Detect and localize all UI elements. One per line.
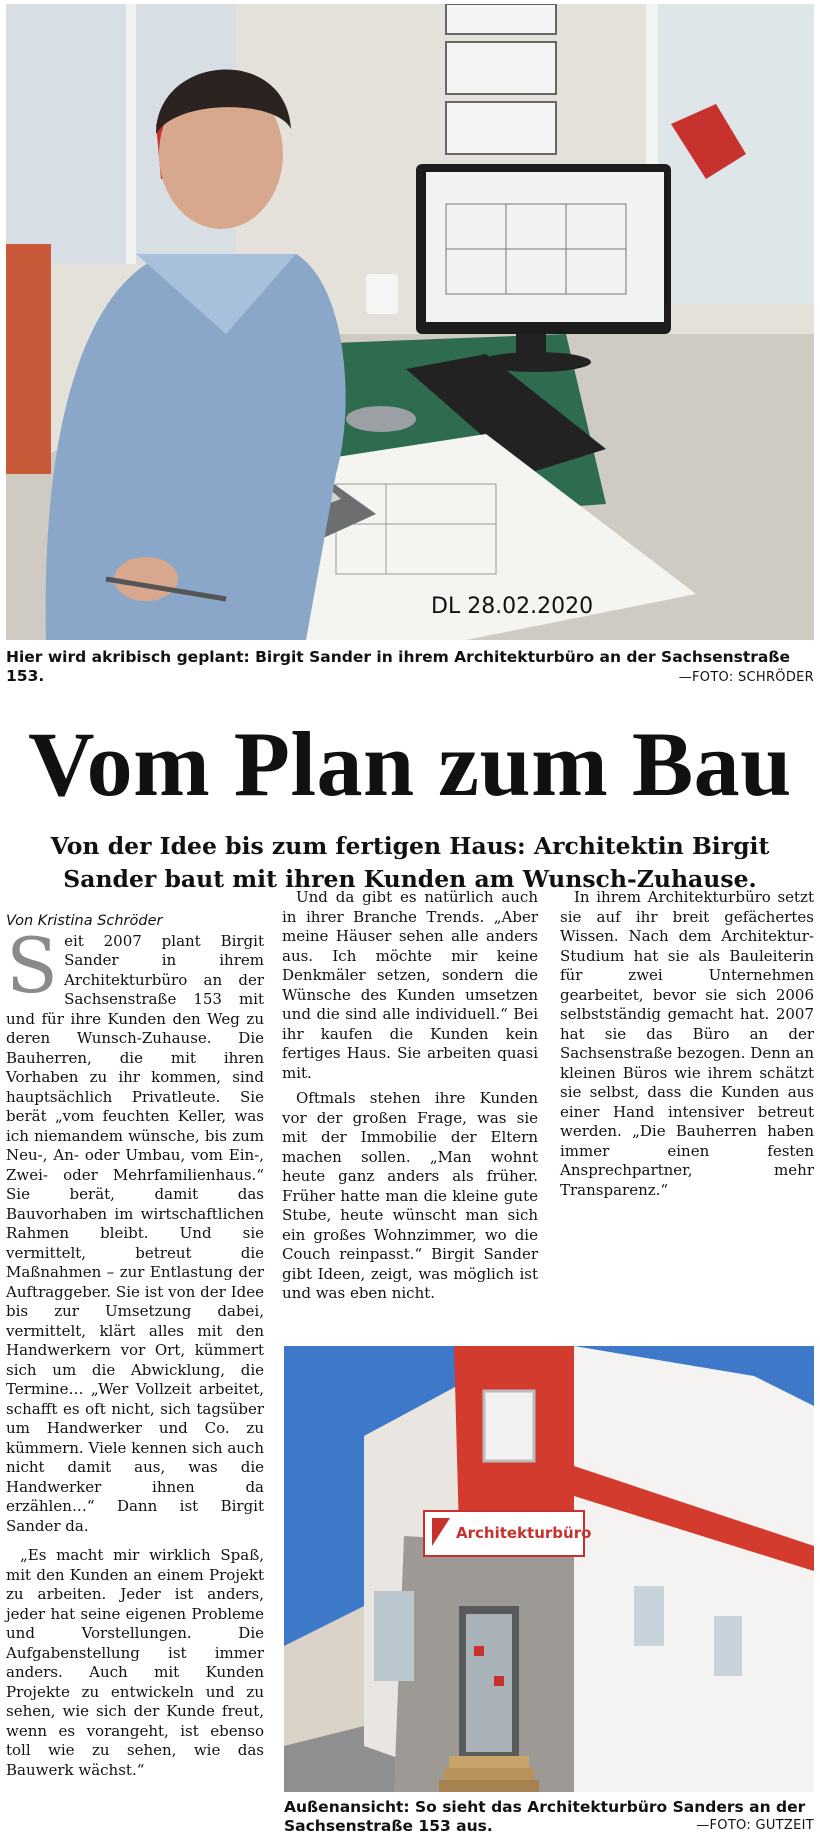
bottom-photo-caption: Außenansicht: So sieht das Architekturbüro Sanders an der Sachsenstraße 153 aus.	[284, 1798, 806, 1835]
byline: Von Kristina Schröder	[6, 913, 163, 929]
sign-text: Architekturbüro	[456, 1524, 592, 1542]
top-photo-caption: Hier wird akribisch geplant: Birgit Sander in ihrem Architekturbüro an der Sachsenstraße 153.	[6, 648, 791, 685]
office-photo-illustration	[6, 4, 814, 640]
dropcap: S	[6, 920, 59, 1010]
article-column-3	[560, 888, 814, 1200]
bottom-photo-credit: —FOTO: GUTZEIT	[696, 1818, 814, 1833]
article-paragraph: „Es macht mir wirklich Spaß, mit den Kunden an einem Projekt zu arbeiten. Jeder ist anders, jeder hat seine eigenen Probleme und Vorstellungen. Die Aufgabenstellung ist immer anders. Auch mit Kunden Projekte zu entwickeln und zu sehen, wie sich der Kunde freut, wenn es vorangeht, ist ebenso toll wie zu sehen, wie das Bauwerk wächst.“	[6, 1546, 264, 1779]
article-column-2	[282, 888, 538, 1304]
article-paragraph: Seit 2007 plant Birgit Sander in ihrem Architekturbüro an der Sachsenstraße 153 mit und für ihre Kunden den Weg zu deren Wunsch-Zuhause. Die Bauherren, die mit ihren Vorhaben zu ihr kommen, sind hauptsächlich Privatleute. Sie berät „vom feuchten Keller, was ich niemandem wünsche, bis zum Neu-, An- oder Umbau, vom Ein-, Zwei- oder Mehrfamilienhaus.“ Sie berät, damit das Bauvorhaben im wirtschaftlichen Rahmen bleibt. Und sie vermittelt, betreut die Maßnahmen – zur Entlastung der Auftraggeber. Sie ist von der Idee bis zur Umsetzung dabei, vermittelt, klärt alles mit den Handwerkern vor Ort, kümmert sich um die Abwicklung, die Termine… „Wer Vollzeit arbeitet, schafft es oft nicht, sich tagsüber um Handwerker und Co. zu kümmern. Viele kennen sich auch nicht damit aus, was die Handwerker ihnen da erzählen…“ Dann ist Birgit Sander da.	[6, 920, 264, 1535]
bottom-photo	[284, 1346, 814, 1792]
article-column-1	[6, 912, 264, 1780]
building-photo-illustration	[284, 1346, 814, 1792]
article-paragraph: Oftmals stehen ihre Kunden vor der großen Frage, was sie mit der Immobilie der Eltern machen sollen. „Man wohnt heute ganz anders als früher. Früher hatte man die kleine gute Stube, heute wünscht man sich ein großes Wohnzimmer, wo die Couch reinpasst.“ Birgit Sander gibt Ideen, zeigt, was möglich ist und was eben nicht.	[282, 1089, 538, 1302]
top-photo	[6, 4, 814, 640]
article-paragraph: In ihrem Architekturbüro setzt sie auf ihr breit gefächertes Wissen. Nach dem Architektur-Studium hat sie als Bauleiterin für zwei Unternehmen gearbeitet, bevor sie sich 2006 selbstständig gemacht hat. 2007 hat sie das Büro an der Sachsenstraße bezogen. Denn an kleinen Büros wie ihrem schätzt sie selbst, dass die Kunden aus einer Hand intensiver betreut werden. „Die Bauherren haben immer einen festen Ansprechpartner, mehr Transparenz.“	[560, 888, 814, 1199]
headline: Vom Plan zum Bau	[28, 713, 792, 815]
top-photo-credit: —FOTO: SCHRÖDER	[678, 670, 814, 685]
date-stamp: DL 28.02.2020	[431, 594, 594, 619]
article-paragraph: Und da gibt es natürlich auch in ihrer Branche Trends. „Aber meine Häuser sehen alle anders aus. Ich möchte mir keine Denkmäler setzen, sondern die Wünsche des Kunden umsetzen und die sind alle individuell.“ Bei ihr kaufen die Kunden kein fertiges Haus. Sie arbeiten quasi mit.	[282, 888, 538, 1082]
subheadline: Von der Idee bis zum fertigen Haus: Architektin Birgit Sander baut mit ihren Kunden am Wunsch-Zuhause.	[50, 832, 770, 893]
